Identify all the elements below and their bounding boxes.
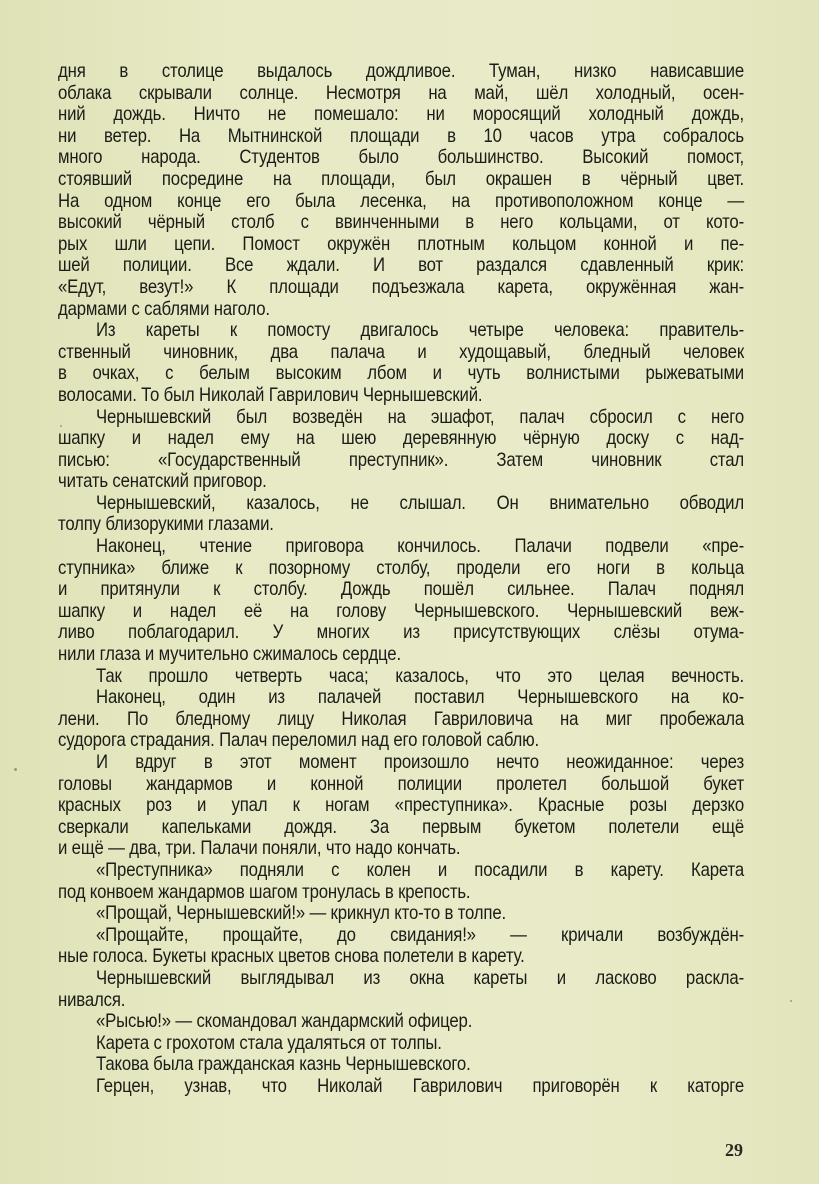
- text-line-content: головы жандармов и конной полиции пролетел большой букет: [58, 772, 744, 795]
- text-line: [58, 212, 744, 234]
- text-line-content: красных роз и упал к ногам «преступника». Красные розы дерзко: [58, 794, 744, 817]
- text-line: [58, 450, 744, 472]
- text-line: [58, 61, 744, 83]
- text-line: [58, 601, 744, 623]
- text-line-content: судорога страдания. Палач переломил над его головой саблю.: [58, 729, 540, 752]
- text-line-content: «Прощайте, прощайте, до свидания!» — кричали возбуждён-: [96, 923, 744, 946]
- text-line-content: нили глаза и мучительно сжималось сердце.: [58, 643, 401, 666]
- text-line-content: писью: «Государственный преступник». Затем чиновник стал: [58, 448, 744, 471]
- text-line: [58, 925, 744, 947]
- text-line: [58, 709, 744, 731]
- text-line-content: ступника» ближе к позорному столбу, продели его ноги в кольца: [58, 556, 744, 579]
- text-line-content: в очках, с белым высоким лбом и чуть волнистыми рыжеватыми: [58, 362, 744, 385]
- text-line-content: Герцен, узнав, что Николай Гаврилович приговорён к каторге: [96, 1074, 744, 1097]
- text-line: [58, 385, 744, 407]
- text-line-content: волосами. То был Николай Гаврилович Чернышевский.: [58, 383, 483, 406]
- text-line-content: стоявший посредине на площади, был окрашен в чёрный цвет.: [58, 167, 744, 190]
- text-line-content: Такова была гражданская казнь Чернышевского.: [96, 1053, 471, 1076]
- text-line: [58, 147, 744, 169]
- text-line-content: Карета с грохотом стала удаляться от толпы.: [96, 1031, 442, 1054]
- text-line: [58, 687, 744, 709]
- text-line: [58, 795, 744, 817]
- text-line-content: дармами с саблями наголо.: [58, 297, 270, 320]
- text-line-content: шей полиции. Все ждали. И вот раздался сдавленный крик:: [58, 254, 744, 277]
- text-line-content: шапку и надел её на голову Чернышевского. Чернышевский веж-: [58, 599, 744, 622]
- text-line-content: Наконец, один из палачей поставил Чернышевского на ко-: [96, 686, 744, 709]
- text-line-content: лени. По бледному лицу Николая Гавриловича на миг пробежала: [58, 707, 744, 730]
- text-line: [58, 83, 744, 105]
- text-line-content: под конвоем жандармов шагом тронулась в крепость.: [58, 880, 471, 903]
- text-line-content: шапку и надел ему на шею деревянную чёрную доску с над-: [58, 427, 744, 450]
- text-line: [58, 838, 744, 860]
- text-line: [58, 277, 744, 299]
- text-line: [58, 990, 744, 1012]
- text-line-content: ни ветер. На Мытнинской площади в 10 часов утра собралось: [58, 124, 744, 147]
- text-line: [58, 558, 744, 580]
- text-line-content: рых шли цепи. Помост окружён плотным кольцом конной и пе-: [58, 232, 744, 255]
- text-line: [58, 666, 744, 688]
- text-line-content: Наконец, чтение приговора кончилось. Палачи подвели «пре-: [96, 535, 744, 558]
- text-line-content: «Едут, везут!» К площади подъезжала карета, окружённая жан-: [58, 275, 744, 298]
- text-line: [58, 774, 744, 796]
- text-line: [58, 752, 744, 774]
- text-line: [58, 363, 744, 385]
- text-line: [58, 968, 744, 990]
- text-line: [58, 882, 744, 904]
- text-line-content: «Рысью!» — скомандовал жандармский офицер.: [96, 1010, 473, 1033]
- text-line: [58, 903, 744, 925]
- text-line: [58, 730, 744, 752]
- text-line: [58, 471, 744, 493]
- text-line: [58, 946, 744, 968]
- text-line-content: дня в столице выдалось дождливое. Туман, низко нависавшие: [58, 60, 744, 82]
- text-line-content: читать сенатский приговор.: [58, 470, 267, 493]
- text-line-content: «Прощай, Чернышевский!» — крикнул кто-то в толпе.: [96, 902, 506, 925]
- text-line-content: ний дождь. Ничто не помешало: ни моросящий холодный дождь,: [58, 103, 744, 126]
- text-line-content: Из кареты к помосту двигалось четыре человека: правитель-: [96, 319, 744, 342]
- text-line: [58, 579, 744, 601]
- text-line-content: Чернышевский выглядывал из окна кареты и ласково раскла-: [96, 966, 744, 989]
- text-line: [58, 622, 744, 644]
- paper-speck: [790, 1000, 792, 1002]
- page-number: 29: [725, 1140, 743, 1160]
- text-line: [58, 1054, 744, 1076]
- text-line-content: Так прошло четверть часа; казалось, что это целая вечность.: [96, 664, 744, 687]
- text-line: [58, 817, 744, 839]
- page-text-body: [58, 61, 744, 1098]
- text-line: [58, 126, 744, 148]
- text-line: [58, 1011, 744, 1033]
- text-line-content: много народа. Студентов было большинство. Высокий помост,: [58, 146, 744, 169]
- text-line: [58, 255, 744, 277]
- text-line: [58, 320, 744, 342]
- paper-speck: [60, 425, 62, 427]
- text-line-content: облака скрывали солнце. Несмотря на май, шёл холодный, осен-: [58, 81, 744, 104]
- text-line-content: Чернышевский был возведён на эшафот, палач сбросил с него: [96, 405, 744, 428]
- text-line: [58, 234, 744, 256]
- text-line: [58, 169, 744, 191]
- text-line: [58, 191, 744, 213]
- text-line-content: толпу близорукими глазами.: [58, 513, 274, 536]
- text-line-content: «Преступника» подняли с колен и посадили в карету. Карета: [96, 858, 744, 881]
- text-line: [58, 493, 744, 515]
- text-line-content: На одном конце его была лесенка, на противоположном конце —: [58, 189, 744, 212]
- text-line: [58, 644, 744, 666]
- text-line-content: высокий чёрный столб с ввинченными в него кольцами, от кото-: [58, 211, 744, 234]
- text-line-content: Чернышевский, казалось, не слышал. Он внимательно обводил: [96, 491, 744, 514]
- text-line: [58, 428, 744, 450]
- text-line: [58, 299, 744, 321]
- text-line-content: ные голоса. Букеты красных цветов снова полетели в карету.: [58, 945, 525, 968]
- text-line: [58, 104, 744, 126]
- text-line-content: сверкали капельками дождя. За первым букетом полетели ещё: [58, 815, 744, 838]
- text-line: [58, 514, 744, 536]
- text-line: [58, 1076, 744, 1098]
- text-line-content: и притянули к столбу. Дождь пошёл сильнее. Палач поднял: [58, 578, 744, 601]
- text-line-content: ливо поблагодарил. У многих из присутствующих слёзы отума-: [58, 621, 744, 644]
- text-line-content: нивался.: [58, 988, 126, 1011]
- text-line: [58, 1033, 744, 1055]
- text-line: [58, 536, 744, 558]
- text-line-content: и ещё — два, три. Палачи поняли, что надо кончать.: [58, 837, 461, 860]
- text-line-content: И вдруг в этот момент произошло нечто неожиданное: через: [96, 751, 744, 773]
- paper-speck: [14, 768, 17, 771]
- text-line: [58, 860, 744, 882]
- text-line: [58, 407, 744, 429]
- text-line-content: ственный чиновник, два палача и худощавый, бледный человек: [58, 340, 744, 363]
- text-line: [58, 342, 744, 364]
